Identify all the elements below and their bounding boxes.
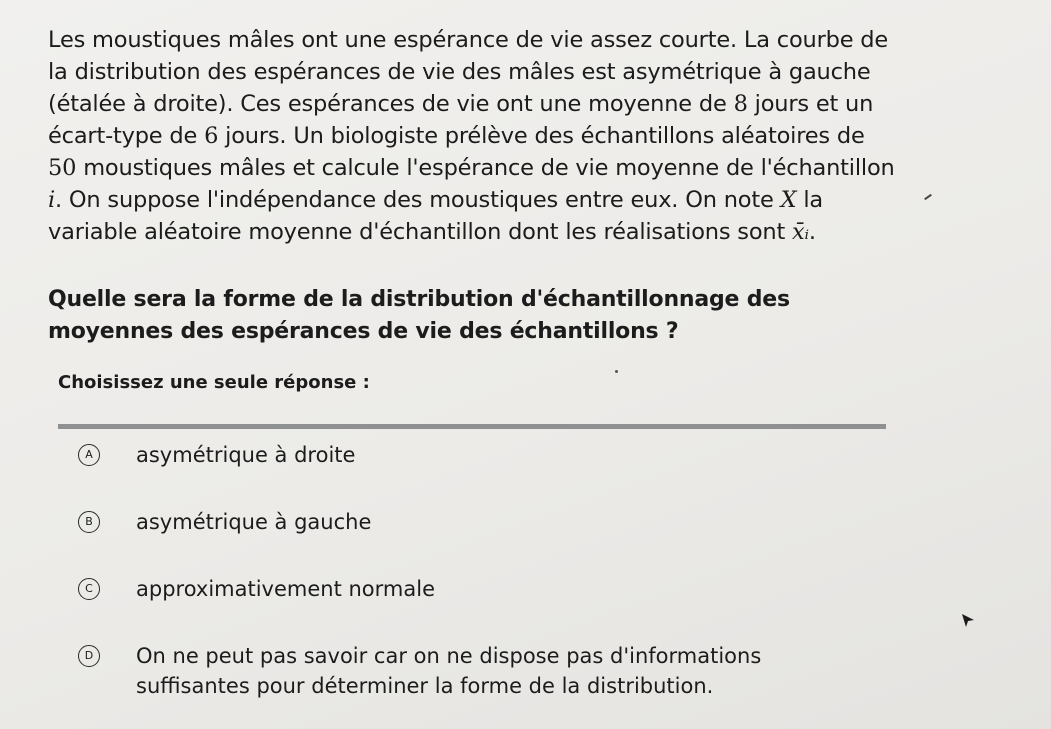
option-a-label: asymétrique à droite [136,443,356,467]
instruction-text: Choisissez une seule réponse : [58,372,370,393]
option-b-label: asymétrique à gauche [136,510,372,534]
question-line: la distribution des espérances de vie des mâles est asymétrique à gauche [48,59,871,85]
sd-value: 6 [204,123,219,149]
realization-symbol: x̄ᵢ [792,219,809,245]
divider [58,424,886,429]
option-c-radio[interactable]: C [78,578,100,600]
option-a[interactable] [78,440,836,470]
question-prompt: Quelle sera la forme de la distribution d'échantillonnage des moyennes des espérances de vie des échantillons ? [48,287,790,344]
option-b-radio[interactable]: B [78,511,100,533]
option-d[interactable] [78,641,836,701]
mouse-cursor-icon [960,612,976,634]
option-c[interactable] [78,574,836,604]
option-d-radio[interactable]: D [78,645,100,667]
question-line: écart-type de 6 jours. Un biologiste prélève des échantillons aléatoires de [48,123,865,149]
question-line: Les moustiques mâles ont une espérance de vie assez courte. La courbe de [48,27,889,53]
option-c-label: approximativement normale [136,577,436,601]
option-a-radio[interactable]: A [78,444,100,466]
variable-symbol: X [780,187,797,213]
index-symbol: i [48,187,55,213]
question-line: variable aléatoire moyenne d'échantillon dont les réalisations sont x̄ᵢ. [48,219,816,245]
question-line: (étalée à droite). Ces espérances de vie ont une moyenne de 8 jours et un [48,91,874,117]
question-line: i. On suppose l'indépendance des moustiques entre eux. On note X la [48,187,823,213]
question-text [48,24,928,248]
stray-dot [615,370,618,373]
mean-value: 8 [733,91,748,117]
question-line: 50 moustiques mâles et calcule l'espérance de vie moyenne de l'échantillon [48,155,895,181]
option-b[interactable] [78,507,836,537]
sample-size: 50 [48,155,77,181]
option-d-label: On ne peut pas savoir car on ne dispose pas d'informations suffisantes pour déterminer la forme de la distribution. [136,644,762,698]
